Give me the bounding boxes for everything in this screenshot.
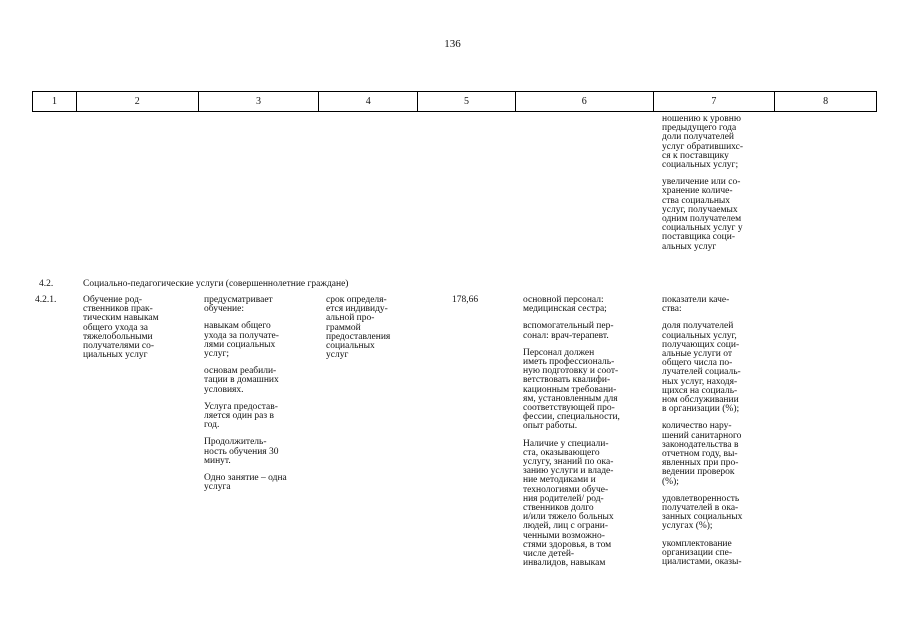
quality-indicators-text-4: удовлетворенность получателей в ока- занных социальных услугах (%); xyxy=(662,493,743,532)
row-service-price: 178,66 xyxy=(452,295,479,305)
service-description-text-4: Услуга предостав- ляется один раз в год. xyxy=(204,401,278,431)
continuation-col7-text-2: увеличение или со- хранение количе- ства социальных услуг, получаемых одним получателем социальных услуг у поставщика соци- альных услуг xyxy=(662,177,743,252)
staff-requirements-text-4: Наличие у специали- ста, оказывающего услугу, знаний по ока- занию услуги и владе- ние методиками и технологиями обуче- ния родителей/ род- ственников долго и/или тяжело больных людей, лиц с ограни- ченными возможно- стями здоровья, в том числе детей- инвалидов, навыкам xyxy=(523,438,614,569)
header-cell-4: 4 xyxy=(319,92,418,111)
service-description-text-1: предусматривает обучение: xyxy=(204,295,273,315)
service-description-text-3: основам реабили- тации в домашних условиях. xyxy=(204,366,279,395)
row-quality-indicators xyxy=(662,296,742,575)
quality-indicators-text-1: показатели каче- ства: xyxy=(662,295,730,315)
table-header-row xyxy=(32,91,877,112)
header-cell-6: 6 xyxy=(516,92,654,111)
staff-requirements-text-2: вспомогательный пер- сонал: врач-терапевт. xyxy=(523,321,614,341)
continuation-col7-text-1: ношению к уровню предыдущего года доли получателей услуг обратившихс- ся к поставщику социальных услуг; xyxy=(662,114,744,171)
section-number: 4.2. xyxy=(39,279,54,289)
quality-indicators-text-3: количество нару- шений санитарного законодательства в отчетном году, вы- явленных при про- ведении проверок (%); xyxy=(662,421,742,487)
header-cell-5: 5 xyxy=(418,92,516,111)
row-service-description xyxy=(204,296,287,500)
page-number: 136 xyxy=(444,38,461,50)
row-service-term: срок определя- ется индивиду- альной про- граммой предоставления социальных услуг xyxy=(326,295,391,361)
service-description-text-5: Продолжитель- ность обучения 30 минут. xyxy=(204,437,279,466)
row-number: 4.2.1. xyxy=(35,295,57,305)
section-title: Социально-педагогические услуги (совершеннолетние граждане) xyxy=(83,279,349,289)
header-cell-8: 8 xyxy=(823,96,829,107)
continuation-col7 xyxy=(662,115,743,260)
row-staff-requirements xyxy=(523,296,620,576)
staff-requirements-text-3: Персонал должен иметь профессиональ- ную подготовку и соот- ветствовать квалифи- кационным требовани- ям, установленным для соответствующей про- фессии, специальности, опыт работы. xyxy=(523,347,620,432)
service-description-text-6: Одно занятие – одна услуга xyxy=(204,473,287,493)
quality-indicators-text-5: укомплектование организации спе- циалистами, оказы- xyxy=(662,538,742,568)
staff-requirements-text-1: основной персонал: медицинская сестра; xyxy=(523,295,607,315)
row-service-name: Обучение род- ственников прак- тическим навыкам общего ухода за тяжелобольными получателями со- циальных услуг xyxy=(83,295,159,361)
header-cell-7: 7 xyxy=(654,92,776,111)
quality-indicators-text-2: доля получателей социальных услуг, получающих соци- альные услуги от общего числа по- лучателей социаль- ных услуг, находя- щихся на социаль- ном обслуживании в организации (%); xyxy=(662,321,741,415)
service-description-text-2: навыкам общего ухода за получате- лями социальных услуг; xyxy=(204,321,279,360)
header-cell-1: 1 xyxy=(33,92,77,111)
header-cell-3: 3 xyxy=(199,92,320,111)
header-cell-2: 2 xyxy=(77,92,199,111)
